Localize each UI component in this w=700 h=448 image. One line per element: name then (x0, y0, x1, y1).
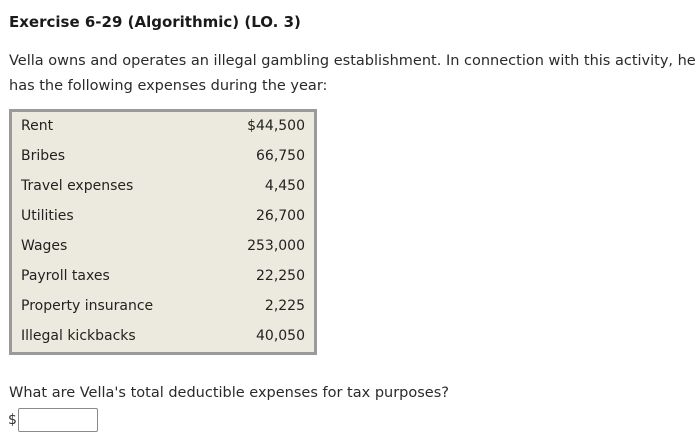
table-row (12, 232, 314, 262)
table-row (12, 142, 314, 172)
exercise-intro: Vella owns and operates an illegal gambling establishment. In connection with this activity, he has the following expenses during the year: (9, 53, 696, 94)
expense-label: Bribes (21, 148, 66, 164)
table-row (12, 292, 314, 322)
currency-prefix: $ (8, 412, 17, 428)
question-text: What are Vella's total deductible expenses for tax purposes? (9, 385, 449, 401)
expense-amount: 26,700 (256, 208, 305, 224)
expense-amount: 253,000 (247, 238, 305, 254)
expense-label: Illegal kickbacks (21, 328, 136, 344)
expense-amount: 40,050 (256, 328, 305, 344)
expense-label: Utilities (21, 208, 74, 224)
expense-table (9, 109, 317, 355)
expense-label: Travel expenses (21, 178, 134, 194)
expense-amount: 22,250 (256, 268, 305, 284)
table-row (12, 322, 314, 352)
expense-amount: 2,225 (264, 298, 305, 314)
table-row (12, 262, 314, 292)
expense-label: Wages (21, 238, 68, 254)
expense-amount: 66,750 (256, 148, 305, 164)
answer-input[interactable] (18, 408, 98, 432)
table-row (12, 172, 314, 202)
expense-label: Payroll taxes (21, 268, 110, 284)
table-row (12, 202, 314, 232)
expense-amount: 4,450 (264, 178, 305, 194)
expense-amount: $44,500 (247, 118, 305, 134)
expense-label: Rent (21, 118, 54, 134)
exercise-title: Exercise 6-29 (Algorithmic) (LO. 3) (9, 13, 301, 31)
expense-label: Property insurance (21, 298, 154, 314)
table-row (12, 112, 314, 142)
